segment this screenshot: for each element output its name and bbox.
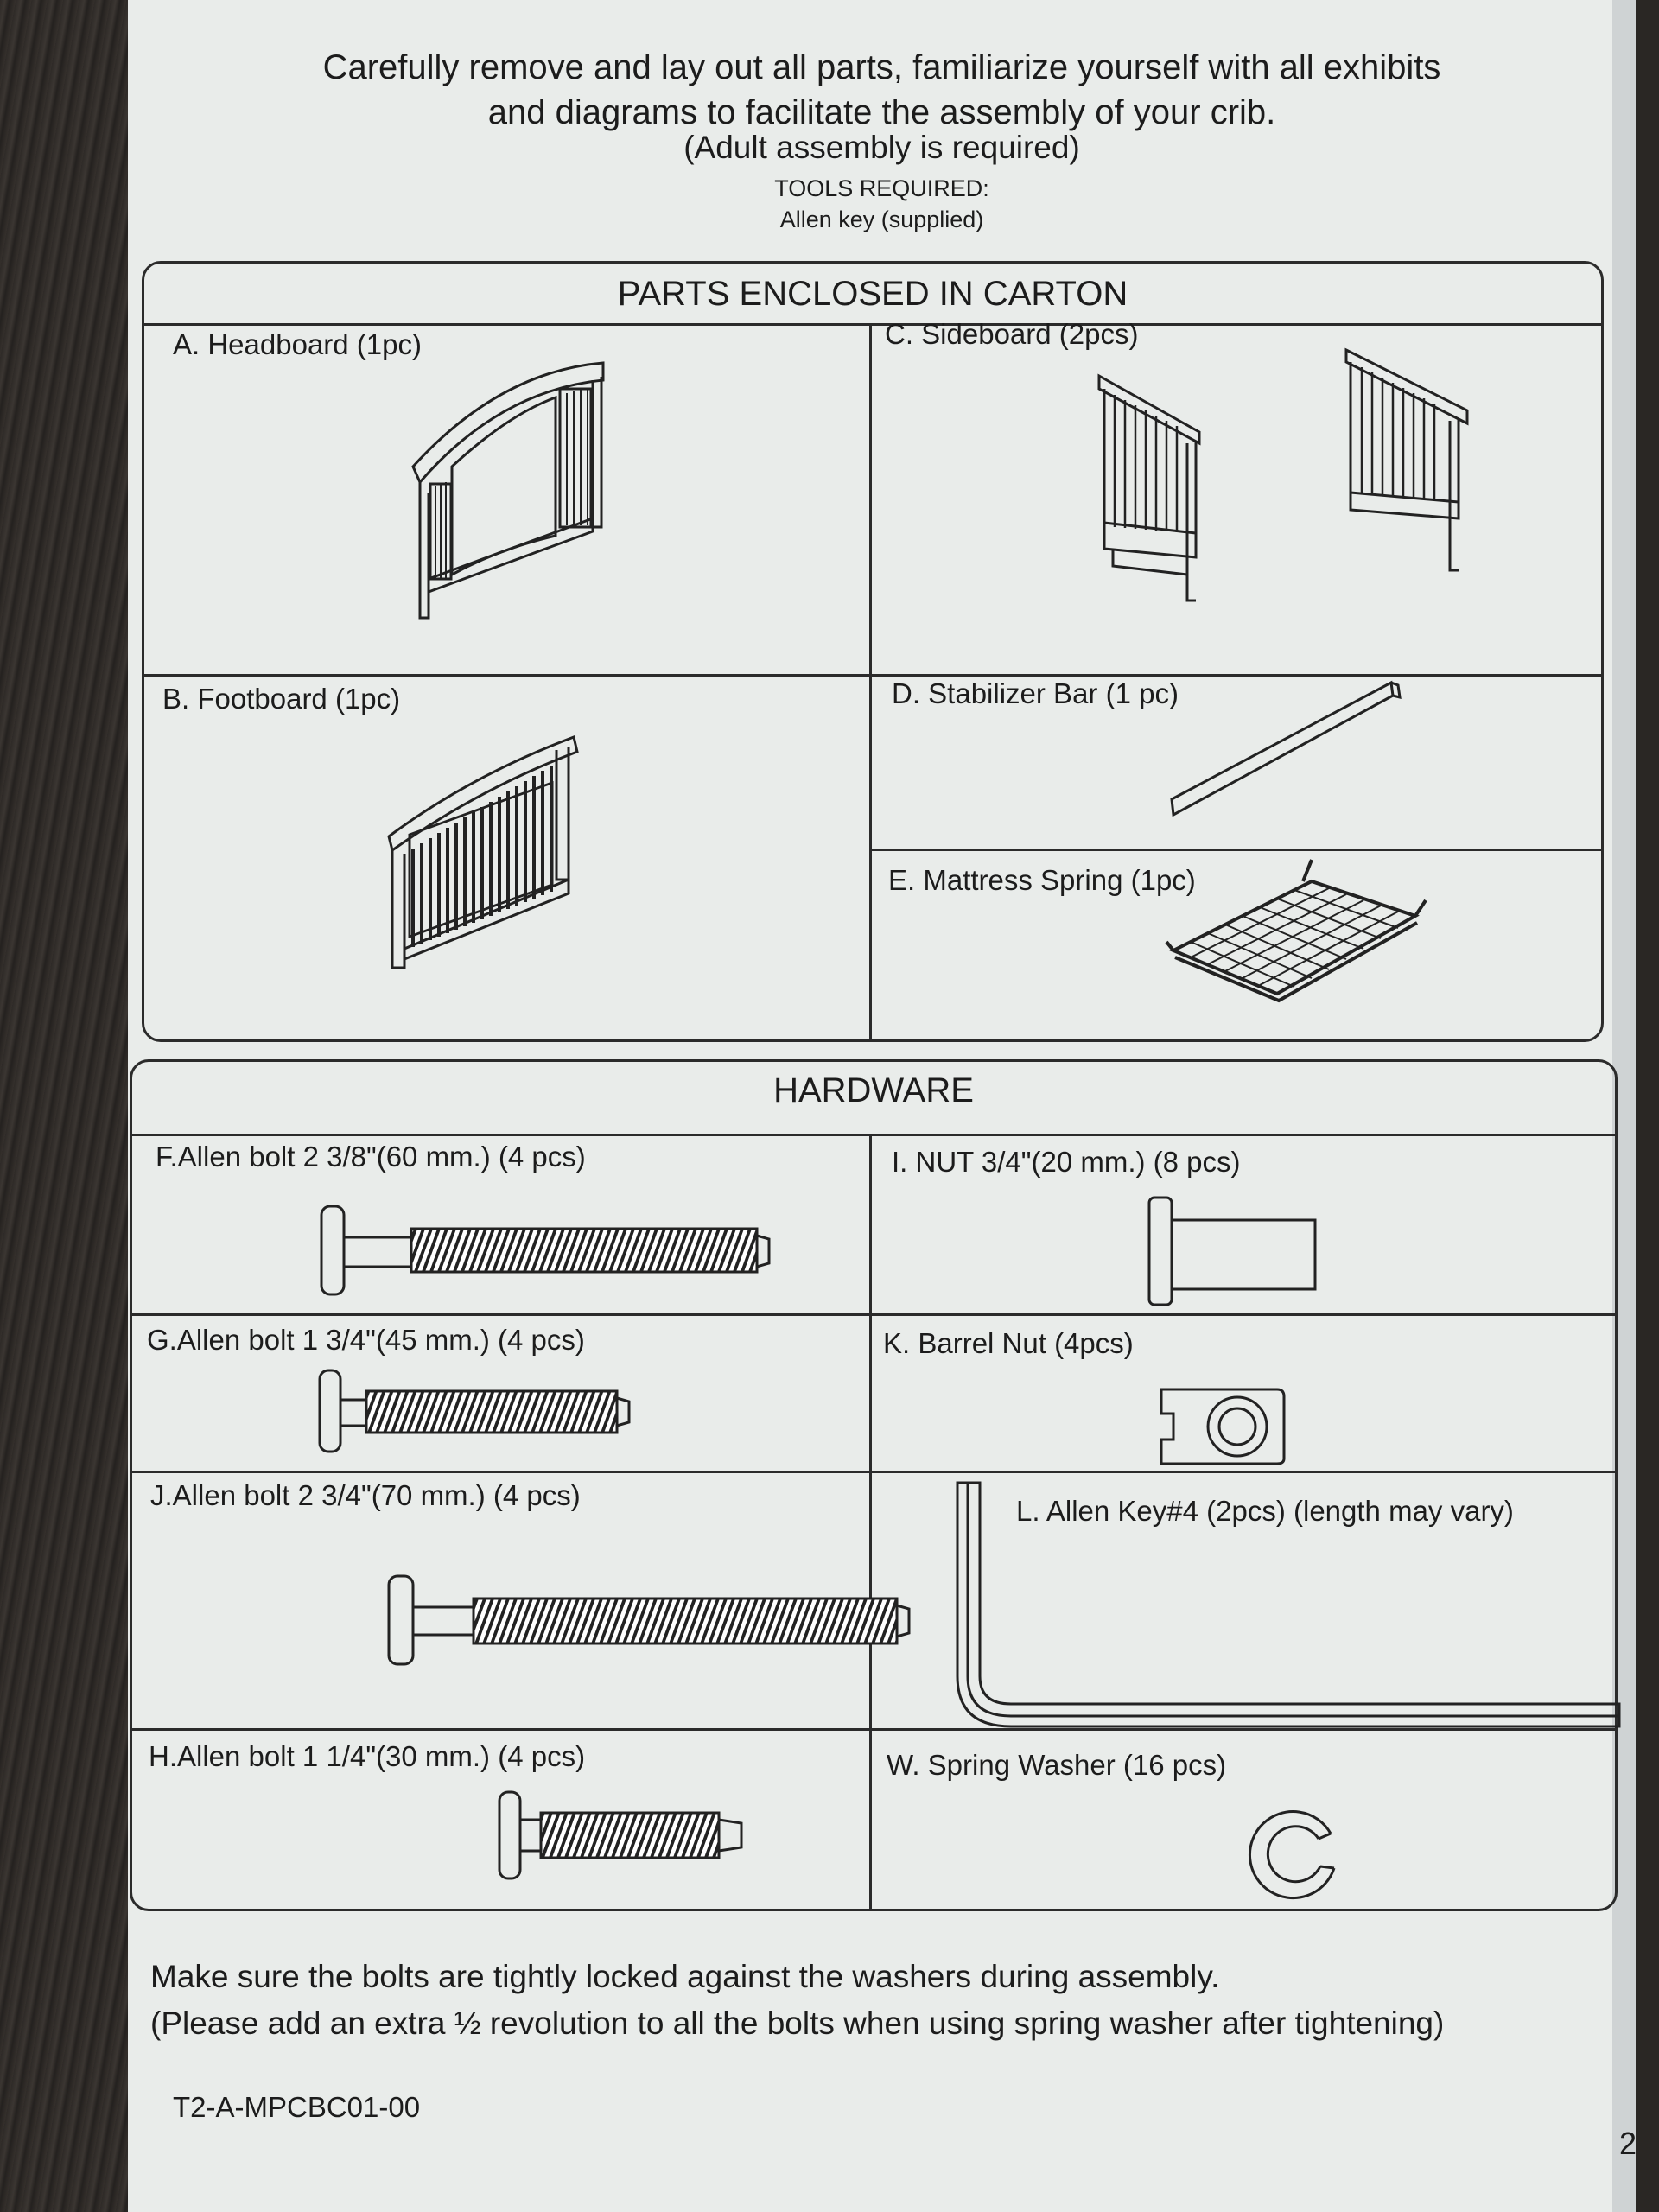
headboard-icon xyxy=(404,354,612,622)
allen-key-icon xyxy=(950,1478,1624,1737)
bolt-icon xyxy=(259,1573,942,1668)
intro-line-2: and diagrams to facilitate the assembly of your crib. xyxy=(487,93,1276,131)
part-d-label: D. Stabilizer Bar (1 pc) xyxy=(892,677,1179,709)
mattress-spring-icon xyxy=(1165,855,1433,1011)
hardware-f-label: F.Allen bolt 2 3/8"(60 mm.) (4 pcs) xyxy=(156,1141,586,1173)
part-e-label: E. Mattress Spring (1pc) xyxy=(888,864,1196,896)
adult-assembly-note: (Adult assembly is required) xyxy=(683,130,1080,165)
tools-required-value: Allen key (supplied) xyxy=(779,207,984,232)
hardware-l-label: L. Allen Key#4 (2pcs) (length may vary) xyxy=(1016,1495,1514,1527)
footboard-icon xyxy=(384,733,582,975)
parts-title: PARTS ENCLOSED IN CARTON xyxy=(617,275,1128,313)
hardware-j-label: J.Allen bolt 2 3/4"(70 mm.) (4 pcs) xyxy=(150,1479,581,1511)
wood-surface xyxy=(0,0,128,2212)
sideboard-icon xyxy=(1087,341,1519,609)
footer-note-line-1: Make sure the bolts are tightly locked against the washers during assembly. xyxy=(150,1959,1220,1994)
document-code: T2-A-MPCBC01-00 xyxy=(173,2091,421,2123)
hardware-g-label: G.Allen bolt 1 3/4"(45 mm.) (4 pcs) xyxy=(147,1324,585,1356)
hardware-title: HARDWARE xyxy=(773,1071,974,1109)
stabilizer-bar-icon xyxy=(1165,678,1407,825)
bolt-icon xyxy=(315,1203,772,1298)
instruction-page xyxy=(128,0,1636,2212)
nut-icon xyxy=(1146,1196,1319,1308)
bolt-icon xyxy=(496,1789,755,1884)
part-c-label: C. Sideboard (2pcs) xyxy=(885,318,1139,350)
intro-line-1: Carefully remove and lay out all parts, familiarize yourself with all exhibits xyxy=(322,48,1441,86)
spring-washer-icon xyxy=(1244,1808,1344,1908)
page-number: 2 xyxy=(1619,2126,1637,2161)
part-a-label: A. Headboard (1pc) xyxy=(173,328,422,360)
footer-note-line-2: (Please add an extra ½ revolution to all the bolts when using spring washer after tightening) xyxy=(150,2005,1445,2041)
hardware-i-label: I. NUT 3/4"(20 mm.) (8 pcs) xyxy=(892,1146,1241,1178)
bolt-icon xyxy=(313,1369,641,1455)
part-b-label: B. Footboard (1pc) xyxy=(162,683,401,715)
tools-required-label: TOOLS REQUIRED: xyxy=(774,175,989,201)
hardware-h-label: H.Allen bolt 1 1/4"(30 mm.) (4 pcs) xyxy=(149,1740,586,1772)
barrel-nut-icon xyxy=(1153,1386,1291,1469)
hardware-w-label: W. Spring Washer (16 pcs) xyxy=(887,1749,1227,1781)
hardware-k-label: K. Barrel Nut (4pcs) xyxy=(883,1327,1134,1359)
